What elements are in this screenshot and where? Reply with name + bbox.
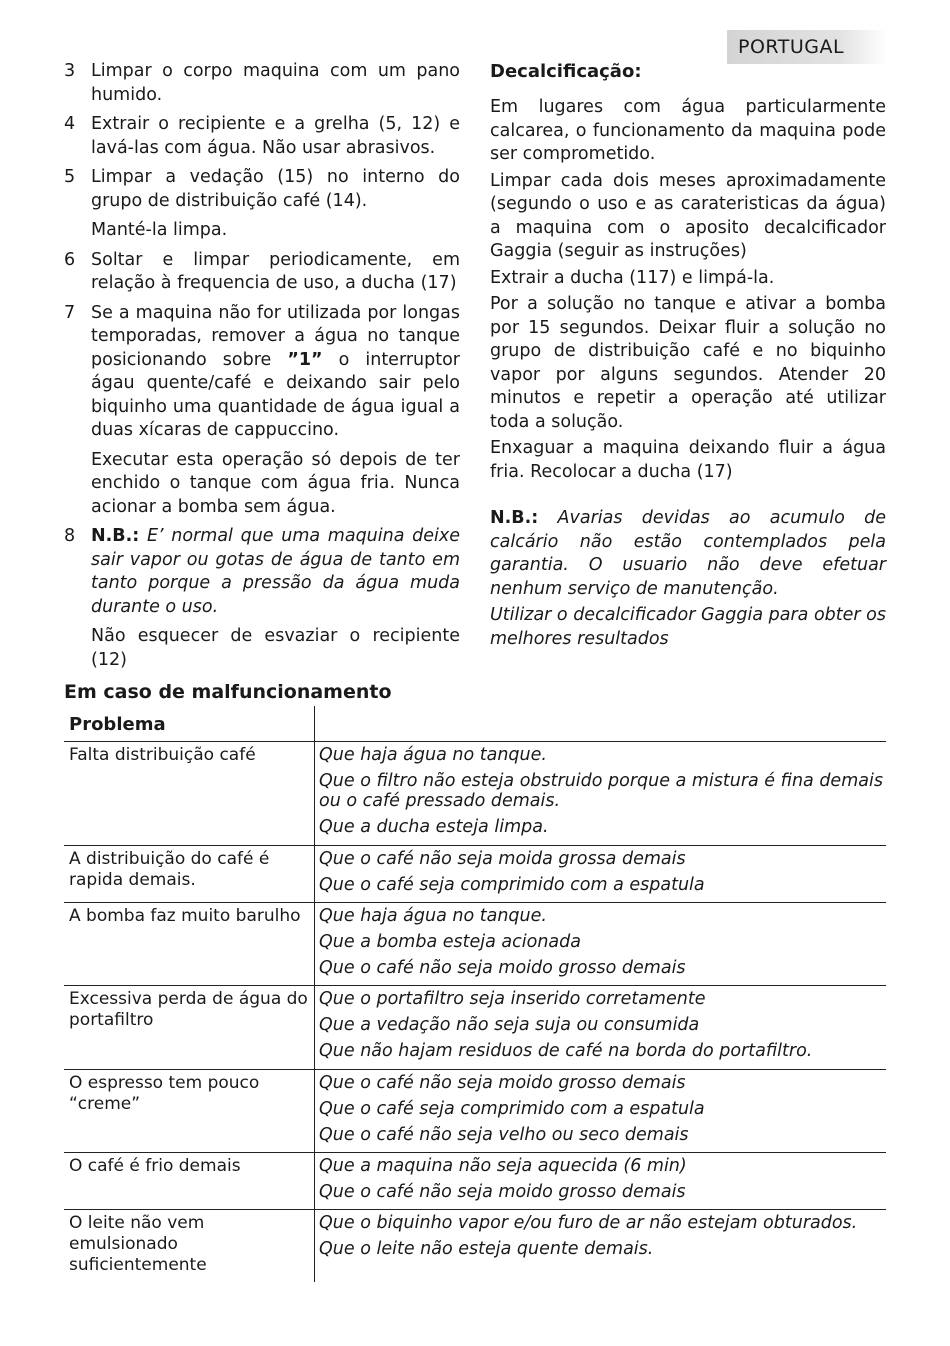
solution: Que o café não seja moido grosso demais [319,958,686,978]
paragraph: Em lugares com água particularmente calcarea, o funcionamento da maquina pode ser comprometido. [490,97,886,164]
item-text: Soltar e limpar periodicamente, em relação à frequencia de uso, a ducha (17) [91,249,460,293]
list-item [64,60,460,107]
solution: Que o café seja comprimido com a espatula [319,1099,705,1119]
item-number: 6 [64,249,76,270]
nb-note [490,507,886,601]
paragraph: Por a solução no tanque e ativar a bomba por 15 segundos. Deixar fluir a solução no grupo de distribuição café e no biquinho vapor por alguns segundos. Atender 20 minutos e repetir a operação até utilizar toda a solução. [490,294,886,432]
solution: Que o café não seja moido grosso demais [319,1073,686,1093]
row-divider [64,1069,886,1070]
solution: Que o leite não esteja quente demais. [319,1239,654,1259]
solution: Que o filtro não esteja obstruido porque a mistura é fina demais ou o café pressado demais. [319,771,883,811]
list-item [64,302,460,443]
paragraph: Limpar cada dois meses aproximadamente (segundo o uso e as carateristicas da água) a maquina com o aposito decalcificador Gaggia (seguir as instruções) [490,170,886,261]
left-column [64,60,460,678]
row-divider [64,902,886,903]
solution: Que a maquina não seja aquecida (6 min) [319,1156,687,1176]
item-note: Manté-la limpa. [91,220,228,240]
item-number: 5 [64,167,76,187]
list-item [64,249,460,296]
item-note: Executar esta operação só depois de ter enchido o tanque com água fria. Nunca acionar a bomba sem água. [91,449,460,517]
solutions-cell [319,1213,886,1265]
solution: Que a vedação não seja suja ou consumida [319,1015,700,1035]
column-divider [314,706,315,1282]
row-divider [64,741,886,742]
list-item [64,525,460,619]
solution: Que o biquinho vapor e/ou furo de ar não estejam obturados. [319,1213,858,1233]
item-text: Limpar a vedação (15) no interno do grupo de distribuição café (14). [91,167,460,211]
row-divider [64,985,886,986]
problem-cell: O café é frio demais [69,1156,241,1176]
problem-cell: O espresso tem pouco “creme” [69,1073,260,1114]
country-tag: PORTUGAL [727,30,887,64]
item-text-cont: o interruptor ágau quente/café e deixando sair pelo biquinho uma quantidade de água igual a duas xícaras de cappuccino. [91,349,460,440]
decalcification-title: Decalcificação: [490,61,642,82]
solution: Que o portafiltro seja inserido corretamente [319,989,706,1009]
list-item [64,166,460,213]
nb-text: Avarias devidas ao acumulo de calcário não estão contemplados pela garantia. O usuario não deve efetuar nenhum serviço de manutenção. [490,508,886,599]
solutions-cell [319,906,886,984]
item-text: Extrair o recipiente e a grelha (5, 12) e lavá-las com água. Não usar abrasivos. [91,114,460,158]
problem-cell: Falta distribuição café [69,745,256,765]
problem-cell: A distribuição do café é rapida demais. [69,849,270,890]
row-divider [64,1209,886,1210]
item-number: 3 [64,61,76,81]
paragraph: Enxaguar a maquina deixando fluir a água fria. Recolocar a ducha (17) [490,438,886,482]
switch-position: ”1” [287,349,323,370]
solution: Que haja água no tanque. [319,906,547,926]
list-item [64,113,460,160]
solutions-cell [319,849,886,901]
item-text: Limpar o corpo maquina com um pano humido. [91,61,460,105]
solution: Que o café não seja velho ou seco demais [319,1125,689,1145]
solutions-cell [319,989,886,1067]
solutions-cell [319,745,886,843]
table-header: Problema [69,714,166,735]
row-divider [64,845,886,846]
solution: Que a bomba esteja acionada [319,932,581,952]
troubleshooting-table [64,706,886,1282]
problem-cell: O leite não vem emulsionado suficientemente [69,1213,207,1275]
item-number: 8 [64,526,76,546]
solution: Que o café não seja moido grosso demais [319,1182,686,1202]
item-note: Não esquecer de esvaziar o recipiente (12) [91,626,460,670]
item-text: E’ normal que uma maquina deixe sair vapor ou gotas de água de tanto em tanto porque a pressão da água muda durante o uso. [91,526,460,617]
solution: Que a ducha esteja limpa. [319,817,549,837]
problem-cell: A bomba faz muito barulho [69,906,301,926]
solutions-cell [319,1073,886,1151]
solution: Que não hajam residuos de café na borda do portafiltro. [319,1041,813,1061]
problem-cell: Excessiva perda de água do portafiltro [69,989,308,1030]
solutions-cell [319,1156,886,1208]
item-number: 7 [64,302,76,323]
item-text: Se a maquina não for utilizada por longas temporadas, remover a água no tanque posicionando sobre [91,302,460,370]
solution: Que o café não seja moida grossa demais [319,849,686,869]
row-divider [64,1152,886,1153]
section-title: Em caso de malfuncionamento [64,681,392,703]
right-column [490,60,886,654]
nb-label: N.B.: [490,508,539,528]
solution: Que haja água no tanque. [319,745,547,765]
item-number: 4 [64,114,76,134]
paragraph: Extrair a ducha (117) e limpá-la. [490,267,775,288]
nb-label: N.B.: [91,526,140,546]
solution: Que o café seja comprimido com a espatula [319,875,705,895]
nb-text-2: Utilizar o decalcificador Gaggia para obter os melhores resultados [490,605,886,649]
